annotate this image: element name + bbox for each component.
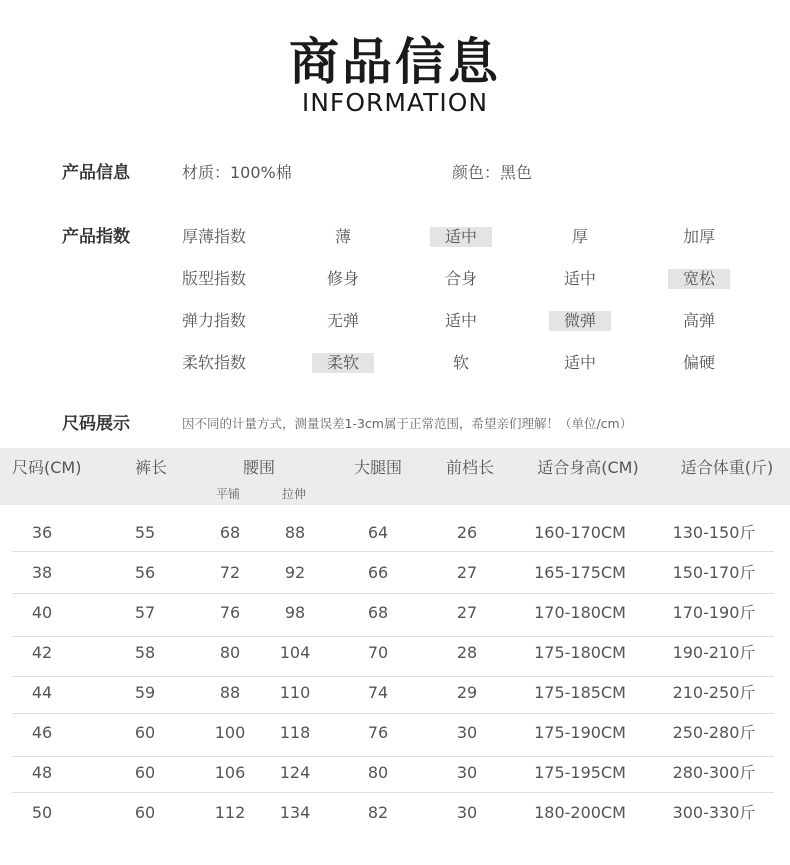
cell-weight: 190-210斤 [672, 643, 756, 662]
cell-waist-flat: 88 [219, 683, 241, 702]
cell-waist-stretched: 98 [284, 603, 306, 622]
cell-size: 50 [31, 803, 53, 822]
cell-size: 40 [31, 603, 53, 622]
page-subtitle: INFORMATION [301, 88, 489, 117]
cell-height: 180-200CM [534, 803, 626, 822]
cell-thigh: 82 [367, 803, 389, 822]
cell-waist-flat: 106 [214, 763, 246, 782]
cell-waist-stretched: 124 [279, 763, 311, 782]
cell-weight: 210-250斤 [672, 683, 756, 702]
cell-front-rise: 30 [456, 723, 478, 742]
cell-waist-stretched: 88 [284, 523, 306, 542]
index-option: 适中 [563, 269, 596, 288]
cell-front-rise: 30 [456, 803, 478, 822]
column-header-waist: 腰围 [242, 458, 275, 477]
cell-thigh: 66 [367, 563, 389, 582]
cell-front-rise: 27 [456, 603, 478, 622]
cell-waist-flat: 112 [214, 803, 246, 822]
cell-length: 57 [134, 603, 156, 622]
cell-thigh: 64 [367, 523, 389, 542]
index-option: 高弹 [682, 311, 715, 330]
index-option: 加厚 [682, 227, 715, 246]
cell-waist-stretched: 110 [279, 683, 311, 702]
cell-waist-stretched: 104 [279, 643, 311, 662]
material-text: 材质：100%棉 [182, 163, 292, 182]
cell-length: 60 [134, 723, 156, 742]
cell-height: 175-180CM [534, 643, 626, 662]
cell-height: 175-195CM [534, 763, 626, 782]
row-divider [12, 636, 774, 637]
cell-waist-flat: 76 [219, 603, 241, 622]
cell-waist-flat: 72 [219, 563, 241, 582]
index-name-fit: 版型指数 [182, 269, 247, 288]
index-option: 偏硬 [682, 353, 715, 372]
index-name-elasticity: 弹力指数 [182, 311, 247, 330]
cell-front-rise: 28 [456, 643, 478, 662]
cell-thigh: 74 [367, 683, 389, 702]
index-option: 软 [452, 353, 469, 372]
cell-height: 170-180CM [534, 603, 626, 622]
column-header-height: 适合身高(CM) [537, 458, 639, 477]
cell-length: 59 [134, 683, 156, 702]
cell-thigh: 80 [367, 763, 389, 782]
cell-height: 160-170CM [534, 523, 626, 542]
cell-waist-stretched: 118 [279, 723, 311, 742]
column-header-weight: 适合体重(斤) [680, 458, 774, 477]
cell-front-rise: 30 [456, 763, 478, 782]
cell-waist-flat: 68 [219, 523, 241, 542]
cell-waist-stretched: 134 [279, 803, 311, 822]
column-subheader-stretched: 拉伸 [281, 487, 306, 501]
cell-thigh: 68 [367, 603, 389, 622]
cell-waist-stretched: 92 [284, 563, 306, 582]
column-header-front-rise: 前档长 [445, 458, 494, 477]
index-name-thickness: 厚薄指数 [182, 227, 247, 246]
page-title: 商品信息 [289, 33, 501, 91]
column-header-thigh: 大腿围 [353, 458, 402, 477]
cell-size: 42 [31, 643, 53, 662]
size-chart-label: 尺码展示 [62, 414, 130, 434]
index-option: 厚 [571, 227, 588, 246]
cell-front-rise: 26 [456, 523, 478, 542]
cell-size: 38 [31, 563, 53, 582]
row-divider [12, 551, 774, 552]
index-option-selected: 宽松 [668, 269, 730, 289]
index-option: 适中 [444, 311, 477, 330]
index-option: 修身 [326, 269, 359, 288]
index-option-selected: 适中 [430, 227, 492, 247]
cell-weight: 150-170斤 [672, 563, 756, 582]
cell-thigh: 76 [367, 723, 389, 742]
row-divider [12, 792, 774, 793]
cell-length: 56 [134, 563, 156, 582]
cell-size: 36 [31, 523, 53, 542]
row-divider [12, 593, 774, 594]
cell-waist-flat: 100 [214, 723, 246, 742]
cell-thigh: 70 [367, 643, 389, 662]
column-subheader-flat: 平铺 [215, 487, 240, 501]
color-text: 颜色：黑色 [452, 163, 533, 182]
index-option: 无弹 [326, 311, 359, 330]
cell-weight: 170-190斤 [672, 603, 756, 622]
cell-weight: 300-330斤 [672, 803, 756, 822]
cell-length: 55 [134, 523, 156, 542]
cell-size: 46 [31, 723, 53, 742]
index-option-selected: 微弹 [549, 311, 611, 331]
cell-length: 60 [134, 763, 156, 782]
column-header-size: 尺码(CM) [12, 458, 82, 477]
cell-weight: 250-280斤 [672, 723, 756, 742]
row-divider [12, 676, 774, 677]
column-header-length: 裤长 [134, 458, 167, 477]
cell-height: 175-190CM [534, 723, 626, 742]
index-option: 合身 [444, 269, 477, 288]
cell-front-rise: 29 [456, 683, 478, 702]
cell-length: 60 [134, 803, 156, 822]
cell-height: 165-175CM [534, 563, 626, 582]
cell-weight: 130-150斤 [672, 523, 756, 542]
cell-height: 175-185CM [534, 683, 626, 702]
cell-waist-flat: 80 [219, 643, 241, 662]
cell-size: 48 [31, 763, 53, 782]
row-divider [12, 713, 774, 714]
cell-length: 58 [134, 643, 156, 662]
product-index-label: 产品指数 [62, 227, 130, 247]
index-option-selected: 柔软 [312, 353, 374, 373]
index-name-softness: 柔软指数 [182, 353, 247, 372]
cell-weight: 280-300斤 [672, 763, 756, 782]
measurement-note: 因不同的计量方式，测量误差1-3cm属于正常范围，希望亲们理解！（单位/cm） [182, 416, 633, 431]
product-info-label: 产品信息 [62, 163, 130, 183]
row-divider [12, 756, 774, 757]
cell-size: 44 [31, 683, 53, 702]
index-option: 适中 [563, 353, 596, 372]
cell-front-rise: 27 [456, 563, 478, 582]
index-option: 薄 [334, 227, 351, 246]
